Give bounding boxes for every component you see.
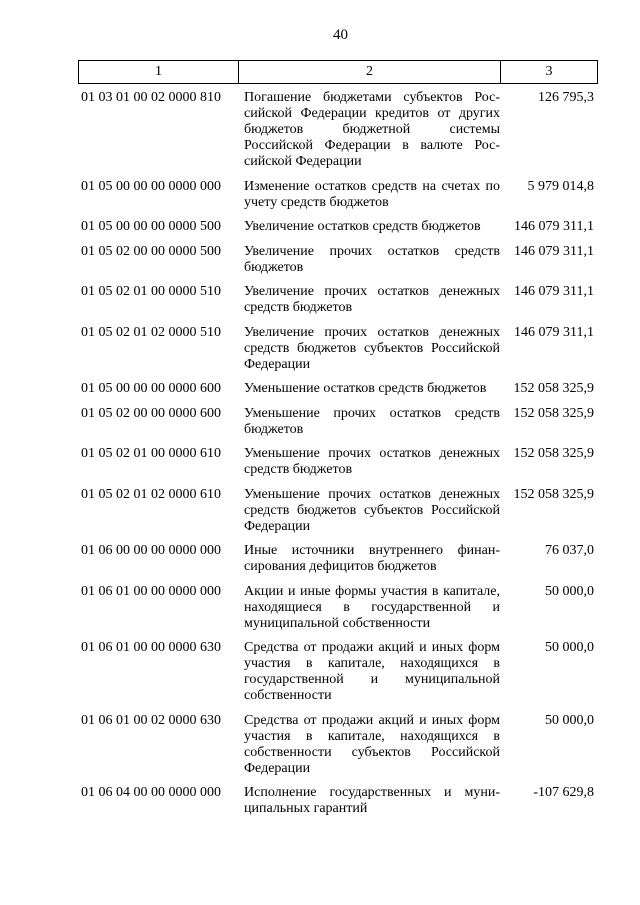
row-description: Погашение бюджетами субъектов Российской Федерации кредитов от других бюджетов бюджетной системы Российской Федерации в валюте Российской Федерации	[244, 90, 500, 169]
budget-code: 01 05 02 01 02 0000 610	[81, 486, 221, 502]
budget-code: 01 06 04 00 00 0000 000	[81, 785, 221, 800]
row-description: Средства от продажи акций и иных форм участия в капитале, находящихся в государственной и муниципальной собственности	[244, 640, 500, 703]
table-row	[78, 640, 598, 704]
column-header-3: 3	[545, 64, 553, 79]
row-amount: 50 000,0	[545, 712, 594, 728]
table-row	[78, 406, 598, 438]
row-amount: 152 058 325,9	[513, 446, 594, 461]
row-amount: 146 079 311,1	[514, 324, 594, 340]
budget-code: 01 05 00 00 00 0000 000	[81, 178, 221, 194]
budget-code: 01 06 01 00 00 0000 630	[81, 640, 221, 655]
row-description: Акции и иные формы участия в капитале, находящиеся в государственной и муниципальной собственности	[244, 583, 500, 631]
row-amount: 76 037,0	[545, 543, 594, 558]
table-row	[78, 179, 598, 211]
row-description: Увеличение прочих остатков средств бюджетов	[244, 243, 500, 275]
row-description: Уменьшение прочих остатков денежных средств бюджетов субъектов Российской Федерации	[244, 486, 500, 534]
row-description: Изменение остатков средств на счетах по учету средств бюджетов	[244, 178, 500, 210]
budget-code: 01 05 00 00 00 0000 500	[81, 219, 221, 234]
budget-code: 01 06 01 00 02 0000 630	[81, 712, 221, 728]
table-row	[78, 284, 598, 316]
row-amount: -107 629,8	[533, 785, 594, 800]
row-amount: 5 979 014,8	[527, 178, 594, 194]
page-number: 40	[333, 27, 348, 43]
table-row	[78, 713, 598, 777]
table-header-row	[78, 60, 598, 84]
row-description: Увеличение прочих остатков денежных средств бюджетов субъектов Российской Федерации	[244, 324, 500, 372]
row-amount: 152 058 325,9	[513, 381, 594, 396]
row-amount: 146 079 311,1	[514, 243, 594, 259]
table-row	[78, 219, 598, 235]
budget-code: 01 05 02 00 00 0000 600	[81, 405, 221, 421]
budget-code: 01 05 02 00 00 0000 500	[81, 243, 221, 259]
row-amount: 146 079 311,1	[514, 219, 594, 234]
table-row	[78, 543, 598, 575]
table-row	[78, 244, 598, 276]
budget-code: 01 05 02 01 00 0000 610	[81, 446, 221, 461]
row-description: Уменьшение прочих остатков денежных средств бюджетов	[244, 446, 500, 477]
table-row	[78, 381, 598, 397]
table-row	[78, 487, 598, 535]
table-body	[78, 90, 598, 826]
row-description: Уменьшение прочих остатков средств бюджетов	[244, 405, 500, 437]
table-row	[78, 325, 598, 373]
table-row	[78, 785, 598, 817]
budget-code: 01 05 02 01 00 0000 510	[81, 284, 221, 299]
budget-code: 01 06 00 00 00 0000 000	[81, 543, 221, 558]
row-amount: 152 058 325,9	[513, 405, 594, 421]
row-amount: 50 000,0	[545, 583, 594, 599]
row-description: Уменьшение остатков средств бюджетов	[244, 381, 487, 396]
row-description: Иные источники внутреннего финансирования дефицитов бюджетов	[244, 543, 500, 574]
row-description: Средства от продажи акций и иных форм участия в капитале, находящихся в собственности субъектов Российской Федерации	[244, 712, 500, 776]
row-description: Исполнение государственных и муниципальных гарантий	[244, 785, 500, 816]
column-header-1: 1	[79, 61, 239, 83]
budget-code: 01 05 00 00 00 0000 600	[81, 381, 221, 396]
row-description: Увеличение прочих остатков денежных средств бюджетов	[244, 284, 500, 315]
row-amount: 152 058 325,9	[513, 486, 594, 502]
row-amount: 146 079 311,1	[514, 284, 594, 299]
table-row	[78, 90, 598, 170]
budget-code: 01 03 01 00 02 0000 810	[81, 90, 221, 105]
table-row	[78, 446, 598, 478]
row-description: Увеличение остатков средств бюджетов	[244, 219, 481, 234]
budget-code: 01 05 02 01 02 0000 510	[81, 324, 221, 340]
row-amount: 50 000,0	[545, 640, 594, 655]
table-row	[78, 584, 598, 632]
budget-code: 01 06 01 00 00 0000 000	[81, 583, 221, 599]
column-header-2: 2	[239, 61, 501, 83]
row-amount: 126 795,3	[538, 90, 594, 105]
